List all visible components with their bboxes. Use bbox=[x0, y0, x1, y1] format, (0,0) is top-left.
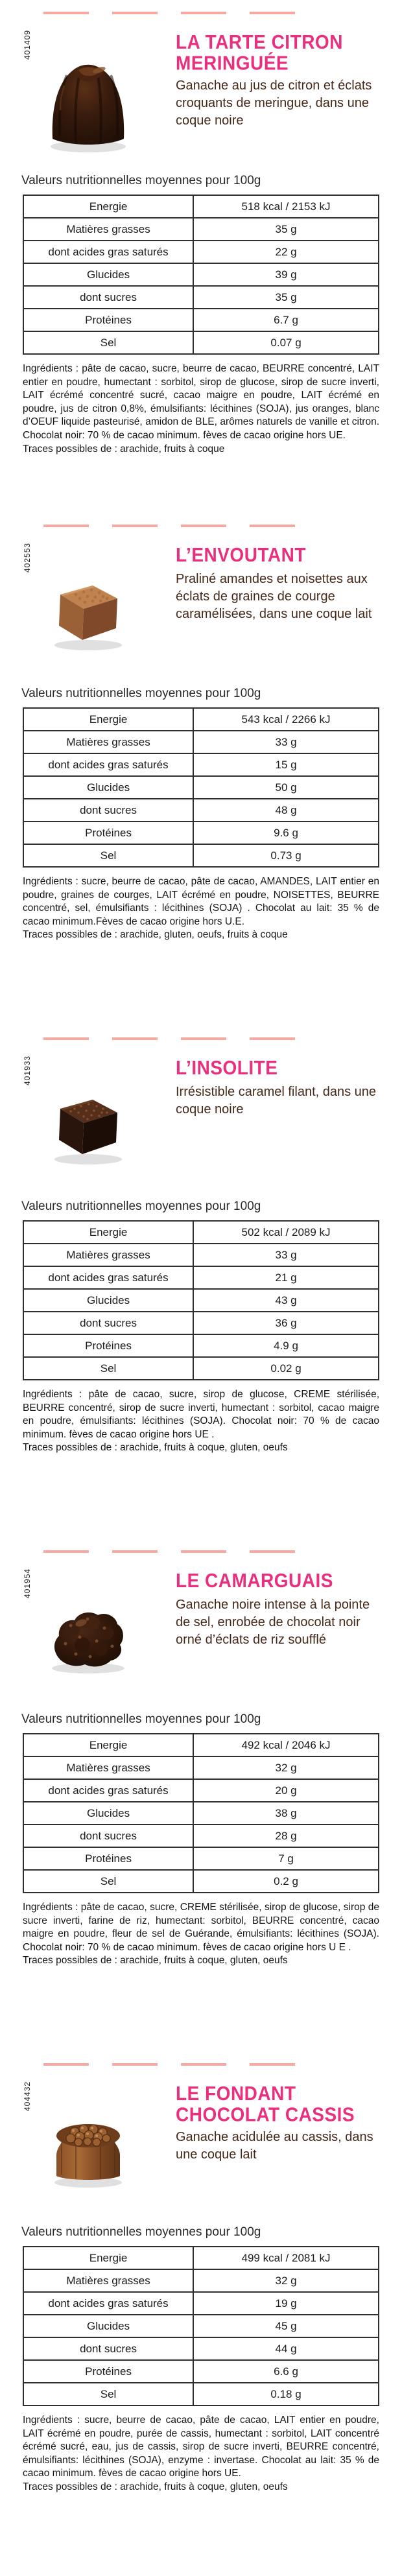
nutrition-label: Energie bbox=[23, 2247, 193, 2269]
nutrition-value: 15 g bbox=[193, 753, 379, 776]
nutrition-value: 44 g bbox=[193, 2337, 379, 2360]
product-title: LA TARTE CITRON MERINGUÉE bbox=[176, 30, 343, 74]
traces-text: Traces possibles de : arachide, fruits à coque, gluten, oeufs bbox=[23, 1442, 288, 1454]
product-code: 401933 bbox=[23, 1056, 32, 1086]
nutrition-value: 518 kcal / 2153 kJ bbox=[193, 195, 379, 218]
nutrition-label: dont acides gras saturés bbox=[23, 753, 193, 776]
nutrition-value: 0.18 g bbox=[193, 2383, 379, 2405]
nutrition-label: Energie bbox=[23, 1221, 193, 1244]
nutrition-label: Protéines bbox=[23, 821, 193, 844]
ingredients-text: Ingrédients : pâte de cacao, sucre, CREME stérilisée, sirop de glucose, sirop de sucre inverti, farine de riz, humectant: sorbitol, BEURRE concentré, cacao maigre en poudre, fleur de sel de Guérande, émulsifiants: lécithines (SOJA). Chocolat noir: 70 % de cacao minimum. fèves de cacao origine hors U E . bbox=[23, 1902, 379, 1953]
nutrition-label: Sel bbox=[23, 331, 193, 354]
nutrition-label: Glucides bbox=[23, 1802, 193, 1825]
product-code: 402553 bbox=[23, 543, 32, 573]
nutrition-label: Sel bbox=[23, 1357, 193, 1380]
nutrition-row bbox=[23, 1802, 379, 1825]
nutrition-label: Protéines bbox=[23, 2360, 193, 2383]
nutrition-row bbox=[23, 1266, 379, 1289]
nutrition-row bbox=[23, 331, 379, 354]
nutrition-row bbox=[23, 1825, 379, 1847]
nutrition-value: 38 g bbox=[193, 1802, 379, 1825]
nutrition-heading: Valeurs nutritionnelles moyennes pour 100g bbox=[21, 174, 261, 187]
nutrition-table bbox=[23, 1733, 379, 1893]
nutrition-value: 33 g bbox=[193, 1244, 379, 1266]
nutrition-value: 9.6 g bbox=[193, 821, 379, 844]
nutrition-row bbox=[23, 1847, 379, 1870]
nutrition-label: Matières grasses bbox=[23, 1756, 193, 1779]
nutrition-value: 4.9 g bbox=[193, 1334, 379, 1357]
section-divider bbox=[43, 2063, 379, 2066]
product-section-fondant-cassis bbox=[0, 2063, 402, 2576]
nutrition-label: Protéines bbox=[23, 1334, 193, 1357]
nutrition-label: dont acides gras saturés bbox=[23, 241, 193, 263]
nutrition-label: Matières grasses bbox=[23, 2269, 193, 2292]
nutrition-label: dont sucres bbox=[23, 286, 193, 309]
nutrition-value: 0.73 g bbox=[193, 844, 379, 867]
nutrition-row bbox=[23, 1779, 379, 1802]
product-section-tarte-citron bbox=[0, 12, 402, 525]
nutrition-label: Protéines bbox=[23, 1847, 193, 1870]
nutrition-value: 6.6 g bbox=[193, 2360, 379, 2383]
ingredients-text: Ingrédients : pâte de cacao, sucre, sirop de glucose, CREME stérilisée, BEURRE concentré, sirop de sucre inverti, humectant : sorbitol, cacao maigre en poudre, émulsifiants: lécithines (SOJA). Chocolat noir: 70 % de cacao minimum. fèves de cacao origine hors UE . bbox=[23, 1389, 379, 1440]
nutrition-row bbox=[23, 1734, 379, 1756]
nutrition-row bbox=[23, 776, 379, 799]
nutrition-value: 6.7 g bbox=[193, 309, 379, 331]
nutrition-value: 0.2 g bbox=[193, 1870, 379, 1893]
section-divider bbox=[43, 1037, 379, 1040]
nutrition-label: dont acides gras saturés bbox=[23, 1779, 193, 1802]
nutrition-row bbox=[23, 241, 379, 263]
nutrition-table bbox=[23, 2246, 379, 2406]
nutrition-label: dont acides gras saturés bbox=[23, 1266, 193, 1289]
nutrition-row bbox=[23, 1870, 379, 1893]
traces-text: Traces possibles de : arachide, fruits à coque, gluten, oeufs bbox=[23, 1955, 288, 1967]
nutrition-value: 32 g bbox=[193, 2269, 379, 2292]
nutrition-row bbox=[23, 1756, 379, 1779]
nutrition-label: Matières grasses bbox=[23, 731, 193, 753]
nutrition-heading: Valeurs nutritionnelles moyennes pour 100g bbox=[21, 2225, 261, 2239]
traces-text: Traces possibles de : arachide, gluten, oeufs, fruits à coque bbox=[23, 929, 288, 941]
product-description: Ganache au jus de citron et éclats croquants de meringue, dans une coque noire bbox=[176, 78, 372, 128]
nutrition-table bbox=[23, 1220, 379, 1380]
nutrition-value: 19 g bbox=[193, 2292, 379, 2315]
nutrition-table bbox=[23, 195, 379, 355]
nutrition-value: 45 g bbox=[193, 2315, 379, 2337]
nutrition-row bbox=[23, 2269, 379, 2292]
nutrition-row bbox=[23, 821, 379, 844]
nutrition-row bbox=[23, 2292, 379, 2315]
nutrition-label: Sel bbox=[23, 1870, 193, 1893]
nutrition-label: Matières grasses bbox=[23, 1244, 193, 1266]
product-title: LE CAMARGUAIS bbox=[176, 1569, 333, 1592]
nutrition-value: 22 g bbox=[193, 241, 379, 263]
nutrition-label: Energie bbox=[23, 1734, 193, 1756]
traces-text: Traces possibles de : arachide, fruits à coque, gluten, oeufs bbox=[23, 2481, 288, 2493]
product-section-envoutant bbox=[0, 525, 402, 1037]
nutrition-row bbox=[23, 1244, 379, 1266]
product-description: Praliné amandes et noisettes aux éclats de graines de courge caramélisées, dans une coque lait bbox=[176, 571, 372, 621]
nutrition-value: 499 kcal / 2081 kJ bbox=[193, 2247, 379, 2269]
nutrition-label: Glucides bbox=[23, 263, 193, 286]
nutrition-value: 28 g bbox=[193, 1825, 379, 1847]
nutrition-row bbox=[23, 844, 379, 867]
nutrition-label: dont sucres bbox=[23, 799, 193, 821]
chocolate-photo-milk-bubbled-dome bbox=[42, 2099, 134, 2215]
nutrition-row bbox=[23, 2247, 379, 2269]
nutrition-row bbox=[23, 799, 379, 821]
nutrition-heading: Valeurs nutritionnelles moyennes pour 100g bbox=[21, 1199, 261, 1213]
ingredients-text: Ingrédients : sucre, beurre de cacao, pâte de cacao, LAIT entier en poudre, LAIT écrémé en poudre, purée de cassis, humectant : sorbitol, LAIT concentré écrémé sucré, eau, jus de cassis, sirop de sucre inverti, BEURRE concentré, émulsifiants: lécithines (SOJA), enzyme : invertase. Chocolat au lait: 35 % de cacao minimum. fèves de cacao origine hors UE. bbox=[23, 2415, 379, 2479]
traces-text: Traces possibles de : arachide, fruits à coque bbox=[23, 443, 225, 455]
ingredients-text: Ingrédients : pâte de cacao, sucre, beurre de cacao, BEURRE concentré, LAIT entier en poudre, humectant : sorbitol, sirop de glucose, sirop de sucre inverti, LAIT écrémé concentré sucré, cacao maigre en poudre, LAIT écrémé en poudre, jus de citron 0,8%, émulsifiants: lécithines (SOJA), jus oranges, blanc d’OEUF liquide pasteurisé, amidon de BLE, arômes naturels de vanille et citron. Chocolat noir: 70 % de cacao minimum. fèves de cacao origine hors UE. bbox=[23, 363, 379, 442]
nutrition-row bbox=[23, 2315, 379, 2337]
nutrition-value: 502 kcal / 2089 kJ bbox=[193, 1221, 379, 1244]
section-divider bbox=[43, 12, 379, 14]
nutrition-row bbox=[23, 1357, 379, 1380]
product-description: Ganache acidulée au cassis, dans une coque lait bbox=[176, 2129, 373, 2162]
nutrition-label: dont sucres bbox=[23, 1825, 193, 1847]
chocolate-photo-dark-cube bbox=[42, 1074, 134, 1189]
nutrition-table bbox=[23, 707, 379, 868]
nutrition-row bbox=[23, 708, 379, 731]
product-code: 401954 bbox=[23, 1568, 32, 1599]
nutrition-value: 50 g bbox=[193, 776, 379, 799]
section-divider bbox=[43, 525, 379, 527]
nutrition-value: 32 g bbox=[193, 1756, 379, 1779]
chocolate-photo-rocher-cluster bbox=[42, 1587, 134, 1702]
nutrition-value: 0.02 g bbox=[193, 1357, 379, 1380]
section-divider bbox=[43, 1550, 379, 1553]
chocolate-photo-dark-fluted-dome bbox=[42, 48, 134, 163]
product-section-insolite bbox=[0, 1037, 402, 1550]
nutrition-row bbox=[23, 263, 379, 286]
nutrition-value: 35 g bbox=[193, 218, 379, 241]
product-section-camarguais bbox=[0, 1550, 402, 2063]
product-description: Irrésistible caramel filant, dans une coque noire bbox=[176, 1084, 377, 1117]
nutrition-value: 492 kcal / 2046 kJ bbox=[193, 1734, 379, 1756]
nutrition-row bbox=[23, 1289, 379, 1312]
nutrition-value: 21 g bbox=[193, 1266, 379, 1289]
chocolate-photo-milk-cube bbox=[42, 561, 134, 676]
product-code: 404432 bbox=[23, 2081, 32, 2112]
nutrition-value: 0.07 g bbox=[193, 331, 379, 354]
nutrition-value: 43 g bbox=[193, 1289, 379, 1312]
nutrition-row bbox=[23, 753, 379, 776]
nutrition-value: 20 g bbox=[193, 1779, 379, 1802]
nutrition-row bbox=[23, 218, 379, 241]
nutrition-label: Sel bbox=[23, 2383, 193, 2405]
nutrition-row bbox=[23, 309, 379, 331]
nutrition-row bbox=[23, 2360, 379, 2383]
ingredients-text: Ingrédients : sucre, beurre de cacao, pâte de cacao, AMANDES, LAIT entier en poudre, graines de courges, LAIT écrémé en poudre, NOISETTES, BEURRE concentré, sel, émulsifiants : lécithines (SOJA) . Chocolat au lait: 35 % de cacao minimum.Fèves de cacao origine hors U.E. bbox=[23, 876, 379, 927]
nutrition-heading: Valeurs nutritionnelles moyennes pour 100g bbox=[21, 1712, 261, 1726]
nutrition-row bbox=[23, 2383, 379, 2405]
product-code: 401409 bbox=[23, 30, 32, 60]
product-title: LE FONDANT CHOCOLAT CASSIS bbox=[176, 2082, 355, 2125]
nutrition-value: 33 g bbox=[193, 731, 379, 753]
nutrition-label: dont acides gras saturés bbox=[23, 2292, 193, 2315]
nutrition-row bbox=[23, 1334, 379, 1357]
nutrition-row bbox=[23, 1312, 379, 1334]
nutrition-row bbox=[23, 731, 379, 753]
nutrition-row bbox=[23, 195, 379, 218]
product-title: L’INSOLITE bbox=[176, 1056, 278, 1079]
nutrition-label: Energie bbox=[23, 708, 193, 731]
nutrition-label: Sel bbox=[23, 844, 193, 867]
nutrition-label: Energie bbox=[23, 195, 193, 218]
nutrition-label: Matières grasses bbox=[23, 218, 193, 241]
nutrition-label: dont sucres bbox=[23, 2337, 193, 2360]
nutrition-label: Glucides bbox=[23, 2315, 193, 2337]
nutrition-value: 543 kcal / 2266 kJ bbox=[193, 708, 379, 731]
product-title: L’ENVOUTANT bbox=[176, 543, 306, 566]
nutrition-label: Glucides bbox=[23, 1289, 193, 1312]
nutrition-value: 36 g bbox=[193, 1312, 379, 1334]
nutrition-row bbox=[23, 286, 379, 309]
nutrition-value: 35 g bbox=[193, 286, 379, 309]
nutrition-label: Protéines bbox=[23, 309, 193, 331]
nutrition-heading: Valeurs nutritionnelles moyennes pour 100g bbox=[21, 687, 261, 700]
nutrition-row bbox=[23, 2337, 379, 2360]
nutrition-row bbox=[23, 1221, 379, 1244]
product-description: Ganache noire intense à la pointe de sel, enrobée de chocolat noir orné d’éclats de riz soufflé bbox=[176, 1597, 370, 1647]
nutrition-label: Glucides bbox=[23, 776, 193, 799]
nutrition-value: 48 g bbox=[193, 799, 379, 821]
nutrition-value: 7 g bbox=[193, 1847, 379, 1870]
nutrition-value: 39 g bbox=[193, 263, 379, 286]
nutrition-label: dont sucres bbox=[23, 1312, 193, 1334]
